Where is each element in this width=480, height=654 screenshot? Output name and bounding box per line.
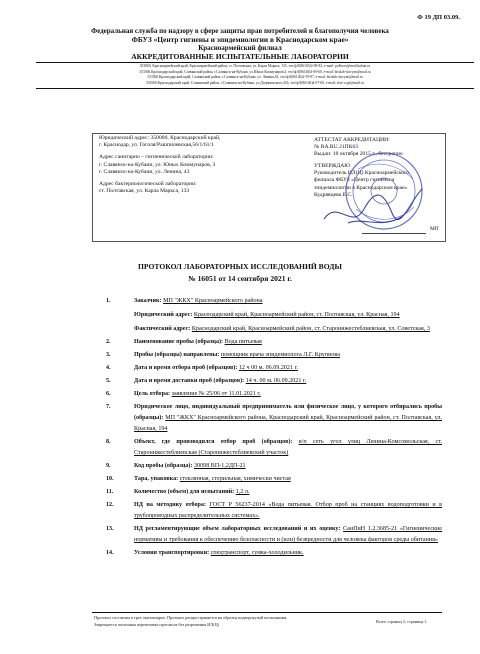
approval-line: филиала ФБУЗ «Центр гигиены и: [314, 177, 395, 184]
item-number: 5.: [106, 378, 111, 384]
item-number: 1.: [106, 298, 111, 304]
item-label: Юридическое лицо, индивидуальный предприниматель или физическое лицо, у которого отбирались пробы (образцы):: [134, 404, 442, 421]
item-label: НД регламентирующие объем лабораторных исследований и их оценку:: [134, 526, 341, 532]
protocol-title: ПРОТОКОЛ ЛАБОРАТОРНЫХ ИССЛЕДОВАНИЙ ВОДЫ: [138, 262, 342, 271]
item-number: 7.: [106, 404, 111, 410]
item-number: 6.: [106, 391, 111, 397]
item-value: спецтранспорт, сумка-холодильник.: [210, 550, 304, 556]
accreditation-issued: Выдан: 18 октября 2015 г., бессрочно: [314, 151, 403, 158]
list-item: [106, 363, 442, 374]
item-value: 14 ч. 00 м. 06.09.2021 г.: [245, 378, 307, 384]
item-label: Фактический адрес:: [134, 326, 191, 332]
contact-line: 353800, Красноармейский край, Красноармейский район, ст. Полтавская, ул. Карла Маркса, 133, тел/ф.8(86165)4-09-82, e-mail: polbwes@mail.kuban.ru: [139, 64, 371, 68]
item-value: 12 ч 00 м. 06.09.2021 г.: [238, 365, 298, 371]
item-value: 1,2 л.: [235, 489, 250, 495]
item-value: в/п сеть угол улиц Ленина-Комсомольская, ст. Старонижестеблиевская (Старонижестеблиевский участок): [134, 439, 442, 456]
header-rule-top: [36, 62, 474, 63]
item-number: 8.: [106, 439, 111, 445]
item-number: 11.: [106, 489, 114, 495]
list-item: [106, 437, 442, 459]
contact-line: 353560,Краснодарский край, Славянский район, г.Славянск-на-Кубани, ул.Дзержинского,243, тел/ф.8(86146)4-07-60, e-mail: slav-ccge@mail.ru: [146, 80, 364, 85]
item-value: Вода питьевая: [224, 339, 262, 345]
item-value: ГОСТ Р 56237-2014 «Вода питьевая. Отбор проб на станциях водоподготовки и в трубопроводных распределительных системах».: [134, 502, 442, 519]
list-item: [106, 402, 442, 435]
contact-line: 353560,Краснодарский край, Славянский район, г.Славянск-на-Кубани, ул.Юных Коммунаров,3, тел/ф.8(86146)4-09-60, e-mail: birulab-slavyan@mail.ru: [139, 69, 371, 74]
item-label: Дата и время доставки проб (образцов):: [134, 378, 245, 384]
protocol-items: [106, 296, 442, 561]
list-item: [106, 337, 442, 348]
list-item: [106, 296, 442, 335]
header-labs: АККРЕДИТОВАННЫЕ ИСПЫТАТЕЛЬНЫЕ ЛАБОРАТОРИИ: [131, 52, 349, 61]
legal-address-line: г. Краснодар, ул. Гоголя/Рашпилевская,56/1/61/1: [99, 142, 214, 149]
sanitary-lab-address-line: г. Славянск-на-Кубани, ул. Ленина, 43: [99, 168, 190, 175]
list-item: [106, 389, 442, 400]
item-value: 30098 ВП-1,2ДП-21: [194, 463, 246, 469]
item-label: Код пробы (образца):: [134, 463, 193, 469]
footer-rule: [92, 612, 442, 613]
item-number: 13.: [106, 526, 114, 532]
item-number: 10.: [106, 476, 114, 482]
bacteriological-lab-address-line: Адрес бактериологической лаборатории:: [99, 181, 197, 188]
item-value: стеклянная, стерильная, химически чистая: [179, 476, 291, 482]
contacts-block: [36, 64, 474, 86]
item-value: СанПиН 1.2.3685-21 «Гигиенические нормативы и требования к обеспечению безопасности и (или) безвредности для человека факторов среды обитания»: [134, 526, 442, 543]
item-label: НД на методику отбора:: [134, 502, 207, 508]
protocol-number: № 16051 от 14 сентября 2021 г.: [188, 274, 292, 283]
list-item: [106, 376, 442, 387]
list-item: [106, 487, 442, 498]
item-number: 4.: [106, 365, 111, 371]
item-number: 9.: [106, 463, 111, 469]
approval-title: УТВЕРЖДАЮ: [314, 163, 351, 170]
list-item: [106, 350, 442, 361]
footer-note: Запрещается частичная перепечатка протокола без разрешения ИЛ(Ц): [94, 622, 219, 627]
round-stamp-icon: [318, 139, 440, 239]
item-number: 14.: [106, 550, 114, 556]
header-agency: Федеральная служба по надзору в сфере защиты прав потребителей и благополучия человека: [91, 27, 389, 35]
item-value: заявление № 25/06 от 11.01.2021 г.: [171, 391, 261, 397]
sanitary-lab-address-line: г. Славянск-на-Кубани, ул. Юных Коммунаров, 3: [99, 161, 216, 168]
legal-address-line: Юридический адрес: 350000, Краснодарский край,: [99, 135, 221, 141]
list-item: [106, 461, 442, 472]
sanitary-lab-address-line: Адрес санитарно – гигиенической лаборатории:: [99, 154, 214, 161]
approval-line: эпидемиологии в Краснодарском крае»: [314, 184, 408, 191]
item-label: Количество (объем) для испытаний:: [134, 489, 235, 495]
list-item: [106, 474, 442, 485]
addresses-block: [99, 135, 289, 195]
list-item: [106, 548, 442, 559]
header-institution: ФБУЗ «Центр гигиены и эпидемиологии в Краснодарском крае»: [131, 35, 349, 44]
item-number: 2.: [106, 339, 111, 345]
form-code: Ф 19 ДП 03.09.: [417, 14, 460, 21]
bacteriological-lab-address-line: ст. Полтавская, ул. Карла Маркса, 133: [99, 188, 190, 195]
list-item: [106, 500, 442, 522]
item-value: МП "ЖКХ" Красноармейского района, Краснодарский край, Красноармейский район, ст. Полтавская, ул. Красная, 194: [134, 415, 442, 432]
item-number: 3.: [106, 352, 111, 358]
item-label: Дата и время отбора проб (образцов):: [134, 365, 238, 371]
item-value: МП "ЖКХ" Красноармейского района: [163, 298, 263, 304]
item-label: Заказчик:: [134, 298, 162, 304]
item-label: Объект, где производился отбор проб (образцов):: [134, 439, 293, 445]
item-value: помощник врача эпидемиолога Л.Г. Крупнова: [220, 352, 340, 358]
accreditation-number: № RA.RU.21ПК63: [314, 144, 359, 151]
item-label: Наименование пробы (образца):: [134, 339, 224, 345]
list-item: [106, 524, 442, 546]
footer-note: Протокол составлен в трех экземплярах. Протокол распространяется на образец подвергнутый испытаниям.: [94, 615, 288, 620]
item-label: Условия транспортировки:: [134, 550, 210, 556]
contact-line: 353560,Краснодарский край, Славянский район, г.Славянск-на-Кубани, ул. Ленина,43, тел/ф.8(86146)2-59-87, e-mail: birulab-slavyan@mail.ru: [147, 75, 363, 80]
item-label: Юридический адрес:: [134, 312, 193, 318]
accreditation-title: АТТЕСТАТ АККРЕДИТАЦИИ:: [314, 137, 390, 143]
approval-signatory: Кудрявцева Е.С.: [314, 191, 353, 198]
seal-place-label: МП: [430, 226, 439, 232]
item-number: 12.: [106, 502, 114, 508]
signature-line: [362, 233, 426, 234]
item-value: Краснодарский край, Красноармейский район, ст. Старонижестеблиевская, ул. Советская, 3: [191, 326, 430, 332]
item-label: Цель отбора:: [134, 391, 171, 397]
item-label: Тара, упаковка:: [134, 476, 179, 482]
header-rule-bottom: [36, 88, 474, 89]
page-count: Всего страниц 2; страница 1.: [376, 619, 428, 624]
approval-line: Руководитель ИЛ(Ц) Красноармейского: [314, 170, 410, 177]
item-label: Пробы (образцы) направлены:: [134, 352, 220, 358]
item-value: Краснодарский край, Красноармейский район, ст. Полтавская, ул. Красная, 194: [193, 312, 400, 318]
header-branch: Красноармейский филиал: [198, 44, 282, 52]
